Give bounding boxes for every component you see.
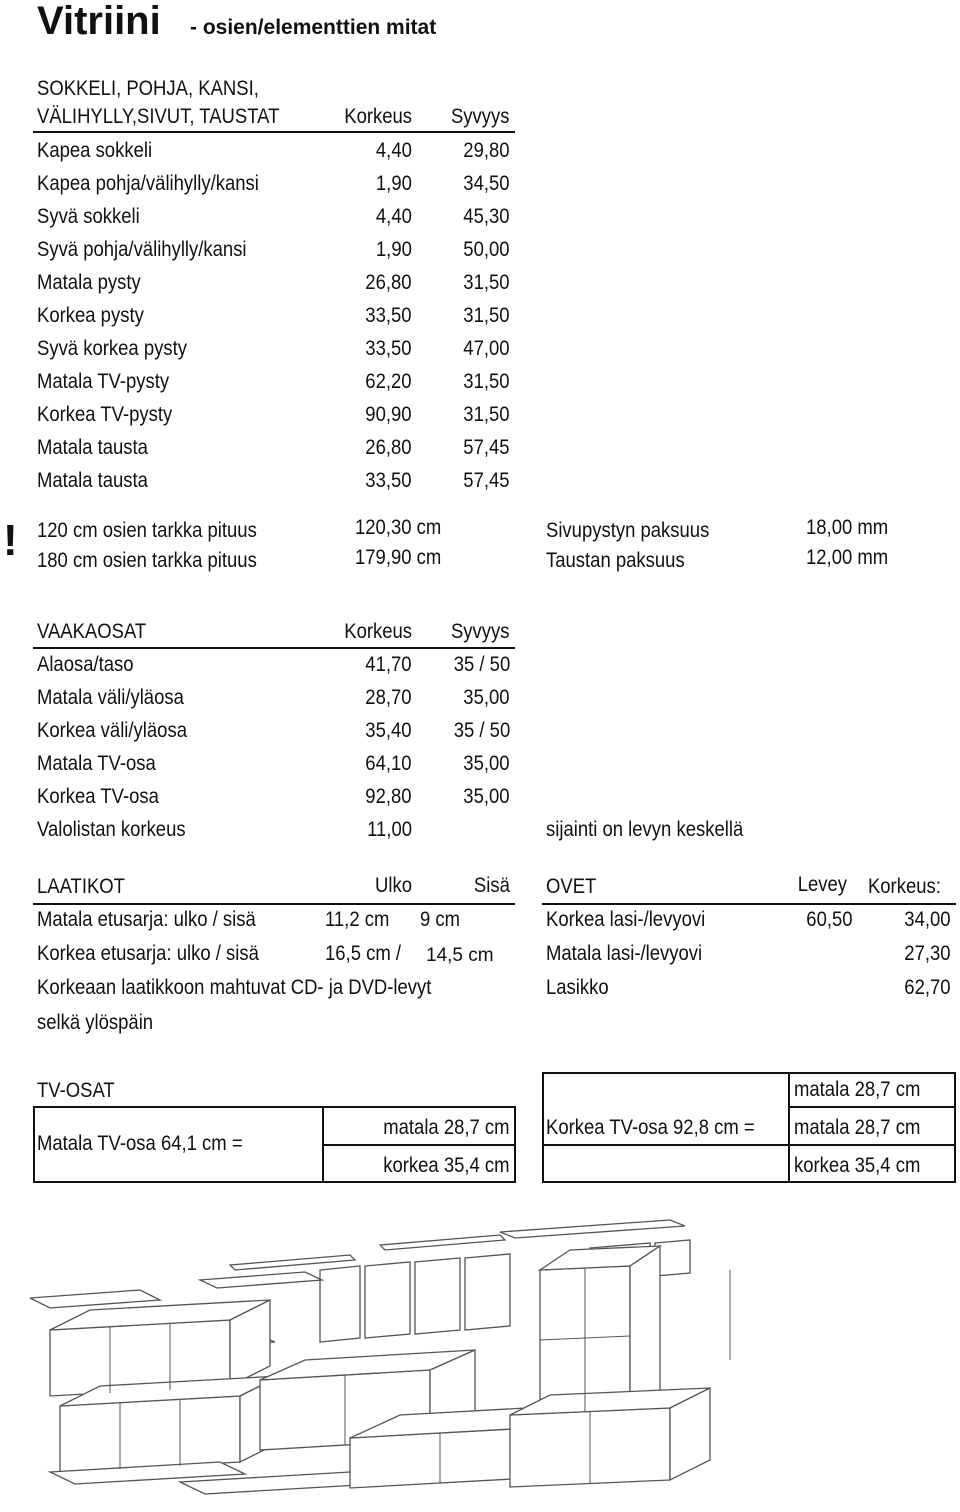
part-name: Kapea pohja/välihylly/kansi bbox=[37, 172, 259, 195]
part-depth: 31,50 bbox=[463, 304, 510, 327]
laatikot-note-line1: Korkeaan laatikkoon mahtuvat CD- ja DVD-levyt bbox=[37, 976, 432, 999]
part-height: 64,10 bbox=[365, 752, 412, 775]
note-label: Taustan paksuus bbox=[546, 549, 685, 572]
tv-right-rule bbox=[542, 1144, 956, 1146]
door-width: 60,50 bbox=[806, 908, 853, 931]
ovet-header-rule bbox=[542, 903, 956, 905]
part-depth: 31,50 bbox=[463, 271, 510, 294]
plank bbox=[380, 1235, 505, 1250]
tv-left-rule bbox=[322, 1144, 516, 1146]
section2-col-syvyys: Syvyys bbox=[451, 620, 510, 643]
part-name: Korkea TV-osa bbox=[37, 785, 159, 808]
section1-col-syvyys: Syvyys bbox=[451, 105, 510, 128]
part-height: 92,80 bbox=[365, 785, 412, 808]
note-value: 18,00 mm bbox=[806, 516, 889, 539]
laatikot-col-sisa: Sisä bbox=[474, 874, 510, 897]
part-name: Matala TV-osa bbox=[37, 752, 156, 775]
part-height: 26,80 bbox=[365, 271, 412, 294]
part-height: 90,90 bbox=[365, 403, 412, 426]
module-front bbox=[60, 1396, 240, 1472]
part-height: 33,50 bbox=[365, 337, 412, 360]
part-height: 62,20 bbox=[365, 370, 412, 393]
part-height: 33,50 bbox=[365, 304, 412, 327]
part-name: Kapea sokkeli bbox=[37, 139, 153, 162]
note-label: Sivupystyn paksuus bbox=[546, 519, 710, 542]
section2-header: VAAKAOSAT bbox=[37, 620, 147, 643]
assembly-illustration bbox=[30, 1210, 950, 1508]
part-name: Matala pysty bbox=[37, 271, 141, 294]
note-value: 179,90 cm bbox=[355, 546, 442, 569]
part-height: 11,00 bbox=[367, 818, 412, 841]
page-title: Vitriini bbox=[37, 0, 161, 43]
part-depth: 35,00 bbox=[463, 752, 510, 775]
part-depth: 45,30 bbox=[463, 205, 510, 228]
door-name: Matala lasi-/levyovi bbox=[546, 942, 703, 965]
tv-right-divider bbox=[788, 1072, 790, 1183]
door-name: Korkea lasi-/levyovi bbox=[546, 908, 706, 931]
tv-right-rule bbox=[788, 1106, 956, 1108]
panel bbox=[365, 1262, 410, 1338]
laatikko-row-inner: 9 cm bbox=[420, 908, 461, 931]
part-height: 33,50 bbox=[365, 469, 412, 492]
part-name: Valolistan korkeus bbox=[37, 818, 186, 841]
part-depth: 34,50 bbox=[463, 172, 510, 195]
tv-left-part: matala 28,7 cm bbox=[383, 1116, 510, 1139]
section2-col-korkeus: Korkeus bbox=[344, 620, 412, 643]
part-depth: 35 / 50 bbox=[453, 719, 510, 742]
page-subtitle: - osien/elementtien mitat bbox=[190, 16, 437, 39]
warning-mark: ! bbox=[3, 516, 18, 565]
ovet-header: OVET bbox=[546, 875, 597, 898]
laatikko-row-outer: 11,2 cm bbox=[325, 908, 390, 931]
note-label: 120 cm osien tarkka pituus bbox=[37, 519, 257, 542]
laatikot-col-ulko: Ulko bbox=[375, 874, 412, 897]
note-value: 120,30 cm bbox=[355, 516, 442, 539]
laatikko-row-inner: 14,5 cm bbox=[426, 945, 494, 966]
door-name: Lasikko bbox=[546, 976, 609, 999]
part-depth: 47,00 bbox=[463, 337, 510, 360]
part-depth: 31,50 bbox=[463, 370, 510, 393]
part-name: Matala tausta bbox=[37, 469, 148, 492]
cabinet-side bbox=[630, 1246, 660, 1410]
part-name: Matala tausta bbox=[37, 436, 148, 459]
part-depth: 50,00 bbox=[463, 238, 510, 261]
part-name: Syvä sokkeli bbox=[37, 205, 140, 228]
tv-right-part: korkea 35,4 cm bbox=[794, 1154, 921, 1177]
part-height: 26,80 bbox=[365, 436, 412, 459]
laatikko-row-name: Korkea etusarja: ulko / sisä bbox=[37, 942, 259, 965]
part-depth: 35,00 bbox=[463, 686, 510, 709]
tv-right-part: matala 28,7 cm bbox=[794, 1116, 921, 1139]
part-depth: 57,45 bbox=[463, 436, 510, 459]
plate bbox=[200, 1272, 322, 1288]
tv-osat-header: TV-OSAT bbox=[37, 1079, 115, 1102]
tv-left-part: korkea 35,4 cm bbox=[383, 1154, 510, 1177]
ovet-col-korkeus: Korkeus: bbox=[868, 875, 941, 898]
part-name: Korkea TV-pysty bbox=[37, 403, 173, 426]
part-height: 41,70 bbox=[365, 653, 412, 676]
part-height: 1,90 bbox=[376, 238, 412, 261]
part-height: 28,70 bbox=[365, 686, 412, 709]
part-name: Matala väli/yläosa bbox=[37, 686, 184, 709]
part-depth: 35,00 bbox=[463, 785, 510, 808]
section1-header-line2: VÄLIHYLLY,SIVUT, TAUSTAT bbox=[37, 105, 280, 128]
panel bbox=[320, 1266, 360, 1342]
part-depth: 29,80 bbox=[463, 139, 510, 162]
laatikot-note-line2: selkä ylöspäin bbox=[37, 1011, 154, 1034]
part-depth: 31,50 bbox=[463, 403, 510, 426]
tv-left-label: Matala TV-osa 64,1 cm = bbox=[37, 1132, 243, 1155]
section1-col-korkeus: Korkeus bbox=[344, 105, 412, 128]
door-height: 62,70 bbox=[904, 976, 951, 999]
laatikko-row-name: Matala etusarja: ulko / sisä bbox=[37, 908, 256, 931]
part-name: Syvä pohja/välihylly/kansi bbox=[37, 238, 247, 261]
plate bbox=[30, 1290, 160, 1308]
valolista-note: sijainti on levyn keskellä bbox=[546, 818, 744, 841]
laatikko-row-outer: 16,5 cm / bbox=[325, 942, 402, 965]
ovet-col-levey: Levey bbox=[797, 873, 847, 896]
tv-right-part: matala 28,7 cm bbox=[794, 1078, 921, 1101]
part-height: 1,90 bbox=[376, 172, 412, 195]
note-label: 180 cm osien tarkka pituus bbox=[37, 549, 257, 572]
part-name: Korkea väli/yläosa bbox=[37, 719, 187, 742]
section2-header-rule bbox=[33, 647, 515, 649]
door-height: 34,00 bbox=[904, 908, 951, 931]
panel bbox=[415, 1258, 460, 1334]
part-name: Syvä korkea pysty bbox=[37, 337, 187, 360]
part-depth: 35 / 50 bbox=[453, 653, 510, 676]
part-name: Alaosa/taso bbox=[37, 653, 134, 676]
section1-header-rule bbox=[33, 131, 515, 133]
laatikot-header-rule bbox=[33, 903, 515, 905]
part-depth: 57,45 bbox=[463, 469, 510, 492]
part-height: 35,40 bbox=[365, 719, 412, 742]
laatikot-header: LAATIKOT bbox=[37, 875, 125, 898]
part-height: 4,40 bbox=[376, 205, 412, 228]
door-height: 27,30 bbox=[904, 942, 951, 965]
note-value: 12,00 mm bbox=[806, 546, 889, 569]
part-height: 4,40 bbox=[376, 139, 412, 162]
part-name: Matala TV-pysty bbox=[37, 370, 170, 393]
part-name: Korkea pysty bbox=[37, 304, 144, 327]
panel bbox=[465, 1254, 510, 1330]
plank-top bbox=[500, 1220, 685, 1238]
tv-right-label: Korkea TV-osa 92,8 cm = bbox=[546, 1116, 755, 1139]
section1-header-line1: SOKKELI, POHJA, KANSI, bbox=[37, 77, 259, 100]
